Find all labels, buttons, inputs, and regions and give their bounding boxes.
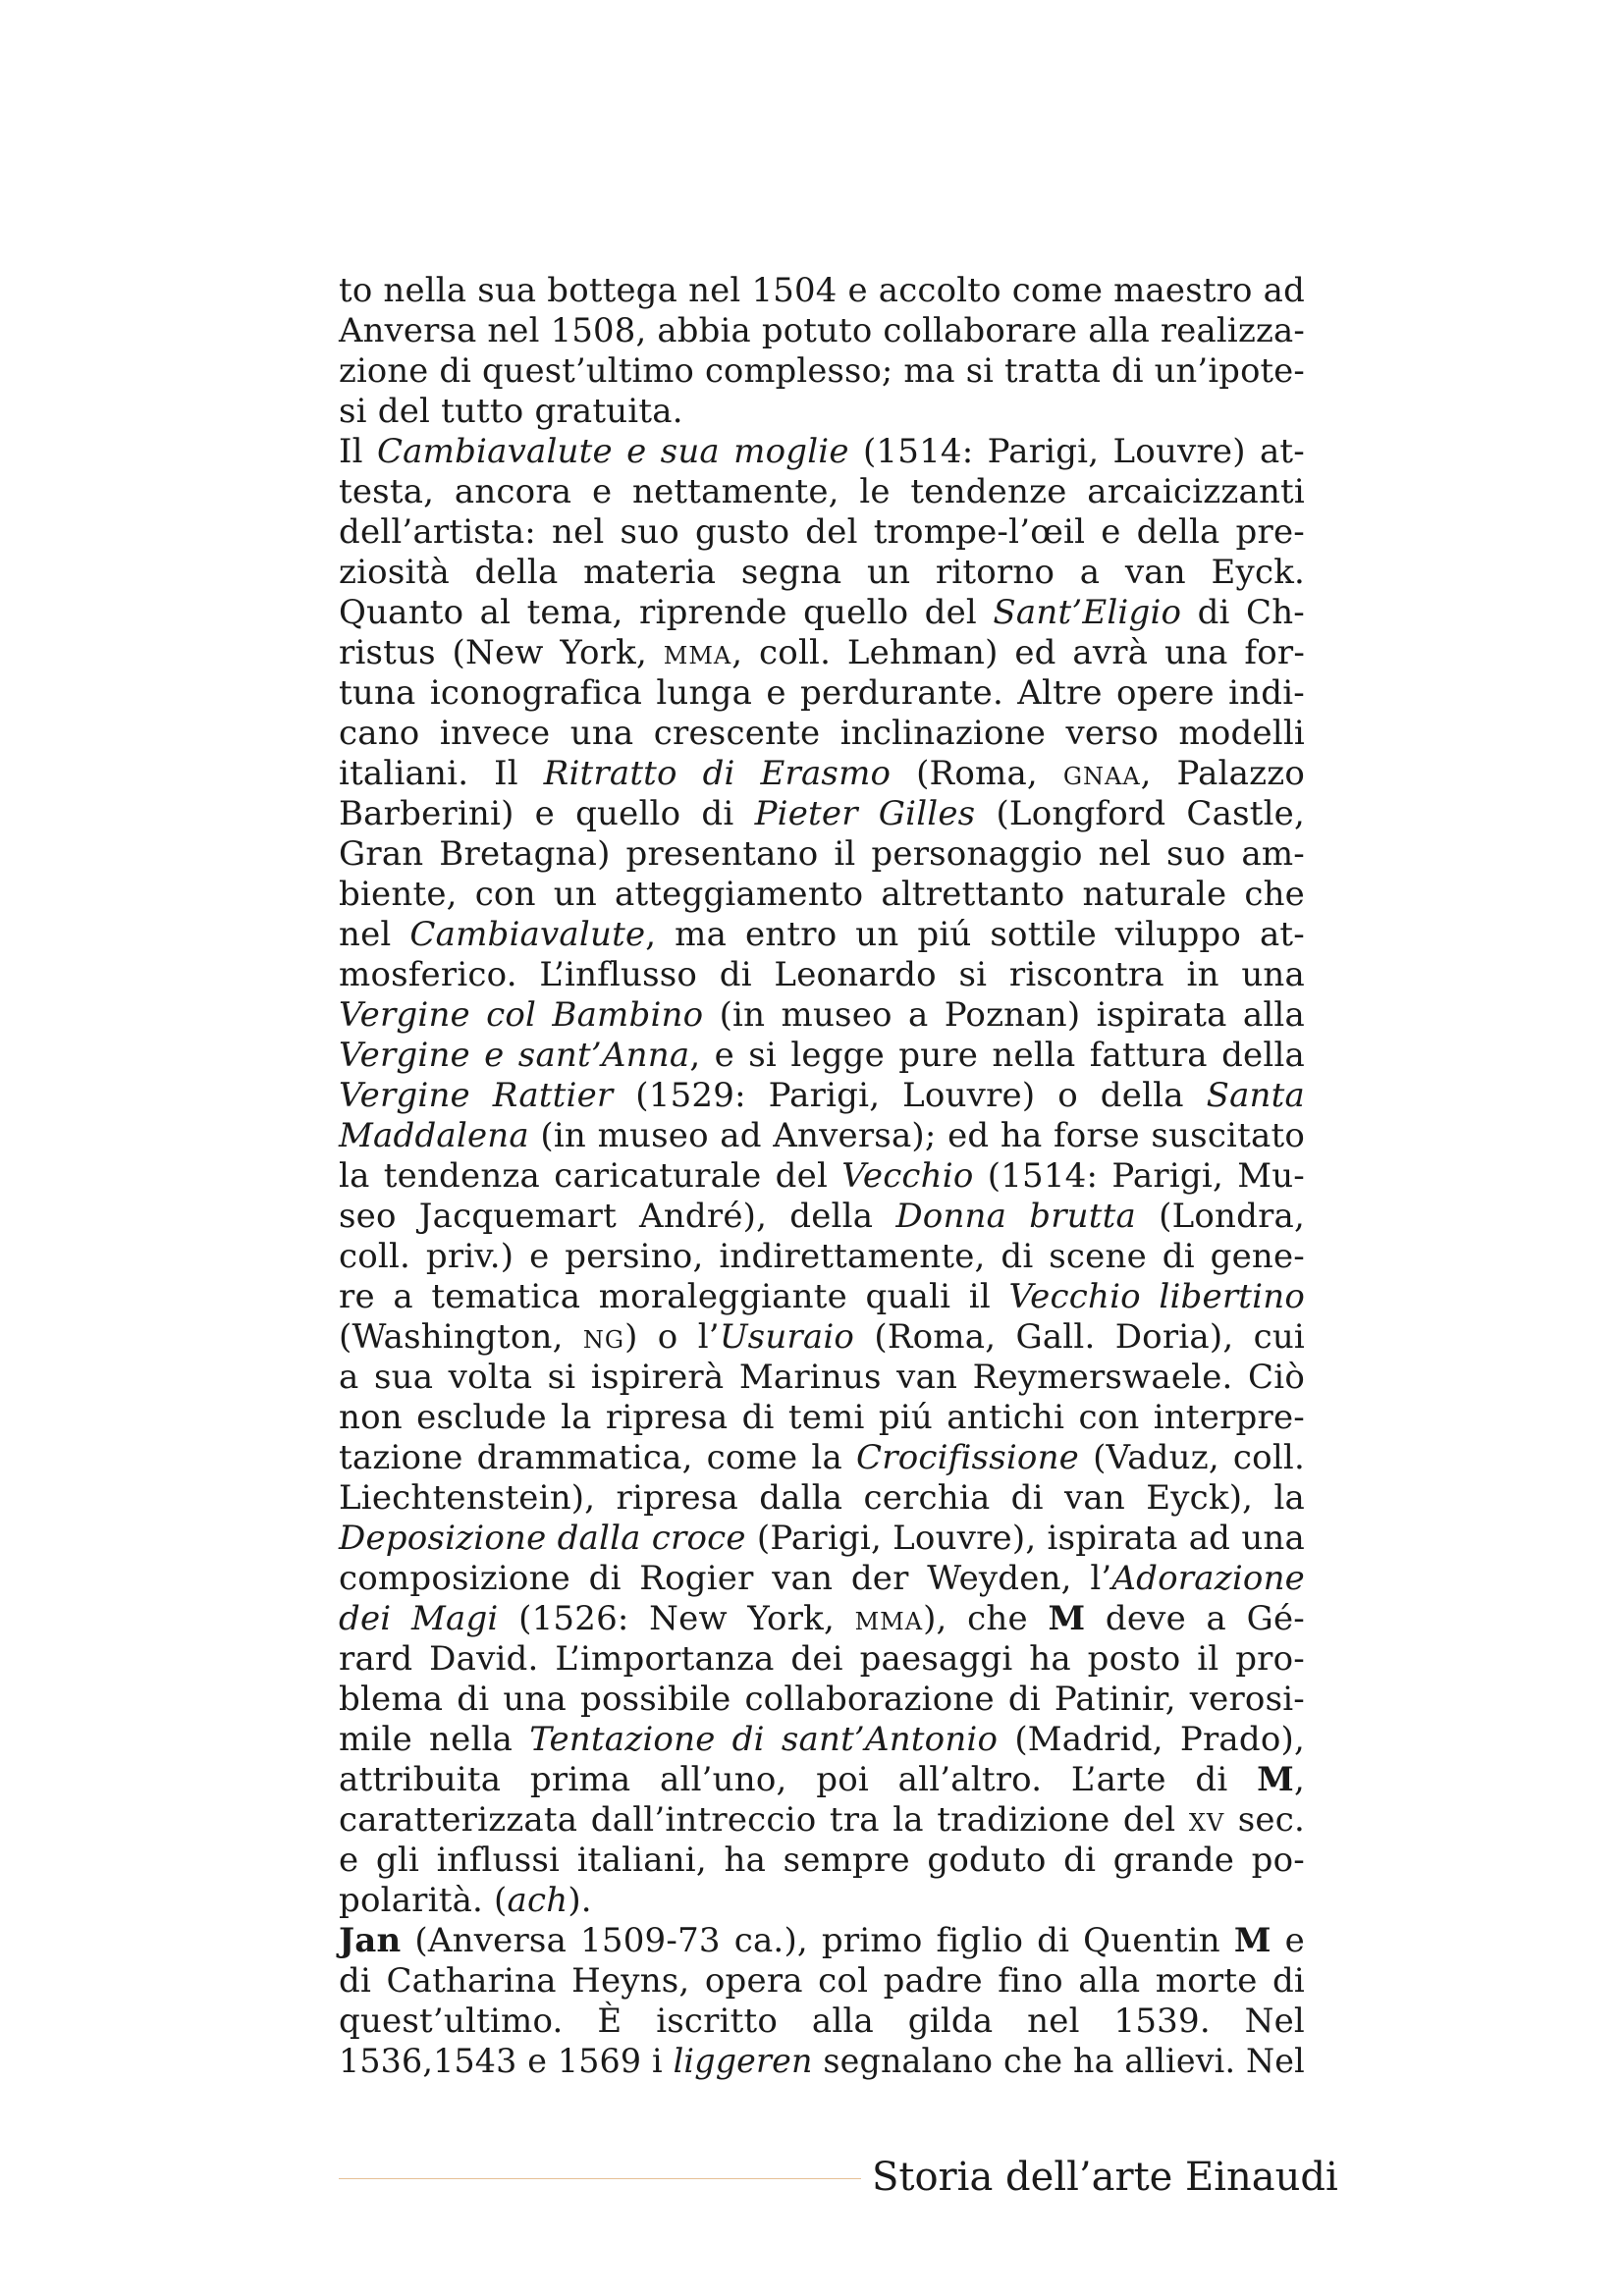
text-line: rard David. L’importanza dei paesaggi ha posto il pro-: [339, 1639, 1305, 1679]
text-line: Quanto al tema, riprende quello del Sant’Eligio di Ch-: [339, 593, 1305, 632]
text-line: Deposizione dalla croce (Parigi, Louvre), ispirata ad una: [339, 1519, 1305, 1558]
text-line: testa, ancora e nettamente, le tendenze arcaicizzanti: [339, 472, 1305, 511]
abbreviation: gnaa: [1062, 754, 1141, 793]
artwork-title: Vecchio: [841, 1156, 974, 1196]
text-line: ristus (New York, mma, coll. Lehman) ed avrà una for-: [339, 633, 1306, 672]
footer-rule: [339, 2178, 861, 2179]
text-line: Vergine e sant’Anna, e si legge pure nella fattura della: [339, 1036, 1305, 1075]
text-line: Il Cambiavalute e sua moglie (1514: Parigi, Louvre) at-: [339, 432, 1305, 471]
text-line: quest’ultimo. È iscritto alla gilda nel 1539. Nel: [339, 2002, 1305, 2041]
text-line: Barberini) e quello di Pieter Gilles (Longford Castle,: [339, 794, 1306, 833]
text-line: biente, con un atteggiamento altrettanto naturale che: [339, 875, 1305, 914]
text-line: composizione di Rogier van der Weyden, l’Adorazione: [339, 1559, 1305, 1598]
text-line: si del tutto gratuita.: [339, 392, 683, 431]
text-line: non esclude la ripresa di temi piú antichi con interpre-: [339, 1398, 1305, 1437]
text-line: ziosità della materia segna un ritorno a van Eyck.: [339, 553, 1305, 592]
text-line: to nella sua bottega nel 1504 e accolto come maestro ad: [339, 271, 1305, 310]
text-line: zione di quest’ultimo complesso; ma si tratta di un’ipote-: [339, 351, 1305, 391]
text-line: dei Magi (1526: New York, mma), che M deve a Gé-: [339, 1599, 1305, 1638]
artwork-title: Sant’Eligio: [993, 593, 1182, 632]
text-line: Vergine Rattier (1529: Parigi, Louvre) o della Santa: [339, 1076, 1305, 1115]
artwork-title: Cambiavalute: [409, 915, 646, 954]
text-line: seo Jacquemart André), della Donna brutta (Londra,: [339, 1197, 1306, 1236]
text-line: Anversa nel 1508, abbia potuto collaborare alla realizza-: [339, 311, 1305, 350]
abbreviation: ng: [582, 1317, 625, 1357]
text-line: tazione drammatica, come la Crocifissione (Vaduz, coll.: [339, 1438, 1305, 1477]
text-line: e gli influssi italiani, ha sempre goduto di grande po-: [339, 1841, 1305, 1880]
artwork-title: Cambiavalute e sua moglie: [376, 432, 849, 471]
artwork-title: Vergine e sant’Anna: [339, 1036, 690, 1075]
artwork-title: Vergine Rattier: [339, 1076, 614, 1115]
artist-initial: M: [1257, 1760, 1294, 1799]
text-line: caratterizzata dall’intreccio tra la tradizione del xv sec.: [339, 1800, 1305, 1840]
text-line: re a tematica moraleggiante quali il Vecchio libertino: [339, 1277, 1305, 1316]
text-line: Liechtenstein), ripresa dalla cerchia di van Eyck), la: [339, 1478, 1305, 1518]
text-line: attribuita prima all’uno, poi all’altro. L’arte di M,: [339, 1760, 1305, 1799]
artwork-title: Vergine col Bambino: [339, 995, 704, 1035]
text-line: la tendenza caricaturale del Vecchio (1514: Parigi, Mu-: [339, 1156, 1305, 1196]
artwork-title: Maddalena: [339, 1116, 529, 1155]
text-line: Maddalena (in museo ad Anversa); ed ha forse suscitato: [339, 1116, 1305, 1155]
artist-initial: M: [1048, 1599, 1086, 1638]
footer-title: Storia dell’arte Einaudi: [872, 2155, 1338, 2200]
text-line: polarità. (ach).: [339, 1881, 592, 1920]
entry-headword: Jan: [339, 1921, 402, 1960]
text-line: di Catharina Heyns, opera col padre fino alla morte di: [339, 1961, 1305, 2001]
abbreviation: mma: [663, 633, 732, 672]
artwork-title: Pieter Gilles: [754, 794, 976, 833]
artwork-title: Ritratto di Erasmo: [543, 754, 892, 793]
abbreviation: mma: [854, 1599, 924, 1638]
text-line: 1536,1543 e 1569 i liggeren segnalano che ha allievi. Nel: [339, 2042, 1305, 2081]
artwork-title: Donna brutta: [895, 1197, 1136, 1236]
text-line: cano invece una crescente inclinazione verso modelli: [339, 714, 1305, 753]
artwork-title: Adorazione: [1111, 1559, 1305, 1598]
artwork-title: Vecchio libertino: [1008, 1277, 1305, 1316]
text-line: Jan (Anversa 1509-73 ca.), primo figlio di Quentin M e: [339, 1921, 1305, 1960]
text-line: (Washington, ng) o l’Usuraio (Roma, Gall. Doria), cui: [339, 1317, 1306, 1357]
artwork-title: Santa: [1206, 1076, 1305, 1115]
author-initials: ach: [507, 1881, 568, 1920]
artwork-title: Crocifissione: [856, 1438, 1080, 1477]
text-line: mosferico. L’influsso di Leonardo si riscontra in una: [339, 955, 1305, 994]
artwork-title: Deposizione dalla croce: [339, 1519, 746, 1558]
artwork-title: Tentazione di sant’Antonio: [529, 1720, 999, 1759]
body-text: [339, 271, 1305, 2082]
text-line: Vergine col Bambino (in museo a Poznan) ispirata alla: [339, 995, 1305, 1035]
century-numeral: xv: [1188, 1800, 1225, 1840]
artwork-title: Usuraio: [719, 1317, 855, 1357]
text-line: italiani. Il Ritratto di Erasmo (Roma, gnaa, Palazzo: [339, 754, 1305, 793]
artwork-title: dei Magi: [339, 1599, 499, 1638]
text-line: blema di una possibile collaborazione di Patinir, verosi-: [339, 1680, 1305, 1719]
text-line: a sua volta si ispirerà Marinus van Reymerswaele. Ciò: [339, 1358, 1305, 1397]
text-line: dell’artista: nel suo gusto del trompe-l’œil e della pre-: [339, 512, 1305, 552]
artist-initial: M: [1233, 1921, 1271, 1960]
text-line: tuna iconografica lunga e perdurante. Altre opere indi-: [339, 673, 1305, 713]
source-title: liggeren: [673, 2042, 813, 2081]
text-line: coll. priv.) e persino, indirettamente, di scene di gene-: [339, 1237, 1305, 1276]
text-line: mile nella Tentazione di sant’Antonio (Madrid, Prado),: [339, 1720, 1305, 1759]
text-line: nel Cambiavalute, ma entro un piú sottile viluppo at-: [339, 915, 1305, 954]
text-line: Gran Bretagna) presentano il personaggio nel suo am-: [339, 834, 1305, 874]
